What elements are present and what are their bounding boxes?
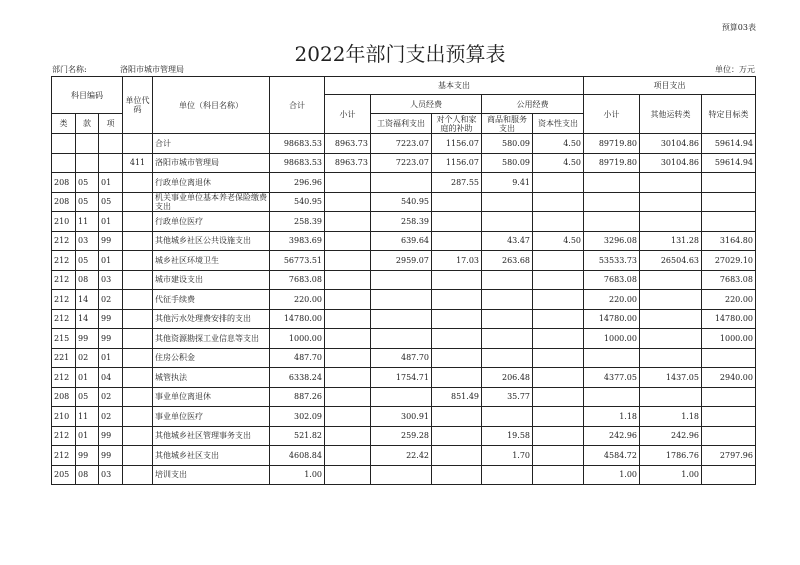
cell-total: 7683.08 [270, 270, 325, 290]
cell-bsub [325, 212, 371, 232]
cell-goods [482, 290, 533, 310]
cell-salary [371, 329, 432, 349]
cell-name: 机关事业单位基本养老保险缴费支出 [153, 192, 270, 212]
cell-kuan: 05 [76, 192, 99, 212]
header-xiang: 项 [99, 114, 123, 134]
header-total: 合计 [270, 77, 325, 134]
table-row [52, 290, 756, 310]
budget-table [51, 76, 756, 485]
cell-goods: 580.09 [482, 153, 533, 173]
cell-specific: 1000.00 [702, 329, 756, 349]
cell-subsidy [432, 309, 482, 329]
cell-specific: 59614.94 [702, 134, 756, 154]
cell-ucode [123, 251, 153, 271]
cell-kuan: 02 [76, 348, 99, 368]
cell-salary: 487.70 [371, 348, 432, 368]
cell-goods [482, 465, 533, 485]
cell-other: 1.00 [640, 465, 702, 485]
cell-capital: 4.50 [533, 231, 584, 251]
cell-subsidy [432, 368, 482, 388]
cell-psub [584, 173, 640, 193]
cell-kuan: 01 [76, 368, 99, 388]
cell-total: 487.70 [270, 348, 325, 368]
cell-subsidy [432, 407, 482, 427]
cell-lei: 210 [52, 212, 76, 232]
header-project: 项目支出 [584, 77, 756, 95]
cell-lei: 205 [52, 465, 76, 485]
cell-other [640, 309, 702, 329]
cell-subsidy [432, 290, 482, 310]
cell-capital [533, 426, 584, 446]
cell-subsidy [432, 446, 482, 466]
cell-ucode [123, 329, 153, 349]
cell-xiang: 99 [99, 309, 123, 329]
header-kuan: 款 [76, 114, 99, 134]
table-row [52, 153, 756, 173]
cell-capital [533, 329, 584, 349]
cell-bsub [325, 173, 371, 193]
table-row [52, 465, 756, 485]
cell-salary [371, 173, 432, 193]
cell-specific: 14780.00 [702, 309, 756, 329]
cell-xiang: 04 [99, 368, 123, 388]
cell-psub [584, 212, 640, 232]
cell-subsidy: 1156.07 [432, 153, 482, 173]
cell-total: 14780.00 [270, 309, 325, 329]
table-row [52, 134, 756, 154]
cell-other: 1.18 [640, 407, 702, 427]
cell-total: 540.95 [270, 192, 325, 212]
cell-xiang: 99 [99, 446, 123, 466]
cell-specific: 7683.08 [702, 270, 756, 290]
cell-specific [702, 465, 756, 485]
cell-total: 4608.84 [270, 446, 325, 466]
header-capital: 资本性支出 [533, 114, 584, 134]
cell-total: 98683.53 [270, 153, 325, 173]
cell-other: 242.96 [640, 426, 702, 446]
cell-specific: 2797.96 [702, 446, 756, 466]
header-other-transfer: 其他运转类 [640, 95, 702, 134]
cell-bsub [325, 231, 371, 251]
cell-name: 合计 [153, 134, 270, 154]
cell-subsidy: 287.55 [432, 173, 482, 193]
cell-psub: 53533.73 [584, 251, 640, 271]
cell-goods [482, 309, 533, 329]
cell-name: 城市建设支出 [153, 270, 270, 290]
cell-name: 培训支出 [153, 465, 270, 485]
table-row [52, 368, 756, 388]
cell-ucode [123, 290, 153, 310]
header-specific: 特定目标类 [702, 95, 756, 134]
cell-salary [371, 387, 432, 407]
cell-specific [702, 173, 756, 193]
cell-xiang: 99 [99, 426, 123, 446]
cell-goods: 43.47 [482, 231, 533, 251]
table-row [52, 407, 756, 427]
cell-psub [584, 192, 640, 212]
cell-capital: 4.50 [533, 153, 584, 173]
cell-bsub: 8963.73 [325, 153, 371, 173]
cell-subsidy [432, 212, 482, 232]
cell-xiang: 01 [99, 348, 123, 368]
cell-bsub [325, 368, 371, 388]
cell-lei: 208 [52, 192, 76, 212]
cell-salary: 1754.71 [371, 368, 432, 388]
cell-specific [702, 426, 756, 446]
cell-kuan: 01 [76, 426, 99, 446]
cell-ucode [123, 465, 153, 485]
cell-kuan [76, 153, 99, 173]
cell-subsidy [432, 192, 482, 212]
cell-kuan: 05 [76, 387, 99, 407]
cell-total: 98683.53 [270, 134, 325, 154]
cell-salary [371, 290, 432, 310]
cell-bsub [325, 387, 371, 407]
cell-capital [533, 192, 584, 212]
header-public: 公用经费 [482, 95, 584, 114]
cell-lei [52, 134, 76, 154]
cell-xiang: 03 [99, 465, 123, 485]
cell-bsub [325, 251, 371, 271]
header-unit-name: 单位（科目名称） [153, 77, 270, 134]
cell-goods [482, 270, 533, 290]
header-salary: 工资福利支出 [371, 114, 432, 134]
cell-goods: 35.77 [482, 387, 533, 407]
header-goods: 商品和服务支出 [482, 114, 533, 134]
header-project-subtotal: 小计 [584, 95, 640, 134]
cell-subsidy [432, 270, 482, 290]
cell-kuan: 11 [76, 212, 99, 232]
dept-label: 部门名称: [52, 65, 87, 74]
cell-kuan: 99 [76, 446, 99, 466]
cell-bsub [325, 465, 371, 485]
cell-name: 事业单位离退休 [153, 387, 270, 407]
cell-capital [533, 348, 584, 368]
cell-lei: 212 [52, 290, 76, 310]
cell-lei: 210 [52, 407, 76, 427]
cell-lei: 212 [52, 251, 76, 271]
cell-goods [482, 329, 533, 349]
cell-salary: 300.91 [371, 407, 432, 427]
cell-lei: 208 [52, 387, 76, 407]
cell-psub: 89719.80 [584, 153, 640, 173]
cell-kuan: 14 [76, 309, 99, 329]
cell-subsidy [432, 231, 482, 251]
cell-psub: 89719.80 [584, 134, 640, 154]
cell-psub [584, 348, 640, 368]
header-personnel: 人员经费 [371, 95, 482, 114]
table-row [52, 426, 756, 446]
cell-goods: 206.48 [482, 368, 533, 388]
cell-bsub [325, 309, 371, 329]
cell-specific [702, 407, 756, 427]
cell-ucode [123, 426, 153, 446]
cell-lei [52, 153, 76, 173]
cell-other [640, 192, 702, 212]
cell-capital [533, 270, 584, 290]
cell-subsidy [432, 426, 482, 446]
cell-subsidy: 1156.07 [432, 134, 482, 154]
cell-other [640, 290, 702, 310]
cell-goods [482, 192, 533, 212]
cell-goods [482, 407, 533, 427]
cell-xiang: 02 [99, 387, 123, 407]
cell-specific [702, 212, 756, 232]
cell-subsidy [432, 329, 482, 349]
cell-bsub: 8963.73 [325, 134, 371, 154]
cell-ucode [123, 173, 153, 193]
cell-goods: 1.70 [482, 446, 533, 466]
cell-capital [533, 407, 584, 427]
cell-other [640, 387, 702, 407]
cell-total: 56773.51 [270, 251, 325, 271]
cell-psub [584, 387, 640, 407]
cell-kuan: 05 [76, 251, 99, 271]
cell-specific: 27029.10 [702, 251, 756, 271]
cell-psub: 1.18 [584, 407, 640, 427]
cell-lei: 208 [52, 173, 76, 193]
cell-goods [482, 348, 533, 368]
cell-xiang: 03 [99, 270, 123, 290]
cell-name: 其他城乡社区公共设施支出 [153, 231, 270, 251]
cell-ucode [123, 309, 153, 329]
cell-total: 220.00 [270, 290, 325, 310]
cell-specific [702, 192, 756, 212]
cell-xiang: 99 [99, 329, 123, 349]
cell-total: 521.82 [270, 426, 325, 446]
cell-other [640, 348, 702, 368]
cell-salary: 7223.07 [371, 153, 432, 173]
cell-goods: 19.58 [482, 426, 533, 446]
cell-ucode: 411 [123, 153, 153, 173]
cell-salary: 258.39 [371, 212, 432, 232]
cell-xiang: 02 [99, 290, 123, 310]
cell-bsub [325, 270, 371, 290]
table-row [52, 173, 756, 193]
cell-psub: 242.96 [584, 426, 640, 446]
cell-psub: 1000.00 [584, 329, 640, 349]
cell-psub: 3296.08 [584, 231, 640, 251]
cell-ucode [123, 387, 153, 407]
cell-goods: 580.09 [482, 134, 533, 154]
cell-goods: 263.68 [482, 251, 533, 271]
table-row [52, 329, 756, 349]
cell-kuan: 05 [76, 173, 99, 193]
cell-subsidy [432, 465, 482, 485]
cell-xiang: 01 [99, 251, 123, 271]
cell-lei: 215 [52, 329, 76, 349]
cell-other: 1786.76 [640, 446, 702, 466]
cell-capital [533, 212, 584, 232]
cell-bsub [325, 329, 371, 349]
cell-lei: 212 [52, 231, 76, 251]
table-row [52, 231, 756, 251]
cell-capital [533, 368, 584, 388]
cell-total: 3983.69 [270, 231, 325, 251]
cell-bsub [325, 407, 371, 427]
cell-psub: 14780.00 [584, 309, 640, 329]
cell-specific: 59614.94 [702, 153, 756, 173]
table-row [52, 446, 756, 466]
cell-specific [702, 348, 756, 368]
cell-total: 302.09 [270, 407, 325, 427]
cell-xiang: 02 [99, 407, 123, 427]
cell-total: 1.00 [270, 465, 325, 485]
cell-ucode [123, 134, 153, 154]
cell-bsub [325, 348, 371, 368]
cell-kuan: 08 [76, 465, 99, 485]
cell-total: 258.39 [270, 212, 325, 232]
cell-salary [371, 309, 432, 329]
header-basic: 基本支出 [325, 77, 584, 95]
cell-ucode [123, 192, 153, 212]
cell-ucode [123, 231, 153, 251]
cell-kuan [76, 134, 99, 154]
cell-kuan: 99 [76, 329, 99, 349]
cell-lei: 212 [52, 270, 76, 290]
dept-name: 洛阳市城市管理局 [120, 65, 184, 74]
cell-salary [371, 270, 432, 290]
unit-label: 单位：万元 [715, 65, 755, 74]
cell-total: 1000.00 [270, 329, 325, 349]
cell-kuan: 11 [76, 407, 99, 427]
cell-name: 城管执法 [153, 368, 270, 388]
cell-capital [533, 290, 584, 310]
header-lei: 类 [52, 114, 76, 134]
cell-total: 6338.24 [270, 368, 325, 388]
cell-psub: 7683.08 [584, 270, 640, 290]
cell-bsub [325, 290, 371, 310]
cell-name: 洛阳市城市管理局 [153, 153, 270, 173]
cell-name: 事业单位医疗 [153, 407, 270, 427]
cell-capital: 4.50 [533, 134, 584, 154]
cell-specific [702, 387, 756, 407]
cell-xiang: 01 [99, 212, 123, 232]
table-row [52, 270, 756, 290]
cell-lei: 221 [52, 348, 76, 368]
cell-subsidy: 851.49 [432, 387, 482, 407]
table-row [52, 309, 756, 329]
cell-other: 131.28 [640, 231, 702, 251]
cell-name: 其他城乡社区管理事务支出 [153, 426, 270, 446]
form-number: 预算03表 [721, 23, 756, 32]
cell-lei: 212 [52, 309, 76, 329]
cell-ucode [123, 368, 153, 388]
cell-psub: 4377.05 [584, 368, 640, 388]
cell-xiang: 05 [99, 192, 123, 212]
cell-salary: 639.64 [371, 231, 432, 251]
cell-capital [533, 387, 584, 407]
page-title: 2022年部门支出预算表 [294, 42, 506, 66]
cell-name: 其他城乡社区支出 [153, 446, 270, 466]
cell-other [640, 270, 702, 290]
cell-name: 住房公积金 [153, 348, 270, 368]
cell-lei: 212 [52, 446, 76, 466]
table-row [52, 192, 756, 212]
cell-capital [533, 446, 584, 466]
cell-other [640, 173, 702, 193]
cell-total: 296.96 [270, 173, 325, 193]
cell-goods: 9.41 [482, 173, 533, 193]
header-subject-code: 科目编码 [52, 77, 123, 114]
cell-capital [533, 173, 584, 193]
cell-salary: 2959.07 [371, 251, 432, 271]
cell-specific: 220.00 [702, 290, 756, 310]
header-unit-code: 单位代码 [123, 77, 153, 134]
cell-kuan: 14 [76, 290, 99, 310]
cell-psub: 220.00 [584, 290, 640, 310]
cell-lei: 212 [52, 368, 76, 388]
cell-name: 其他污水处理费安排的支出 [153, 309, 270, 329]
header-subsidy: 对个人和家庭的补助 [432, 114, 482, 134]
cell-name: 代征手续费 [153, 290, 270, 310]
header-basic-subtotal: 小计 [325, 95, 371, 134]
table-row [52, 387, 756, 407]
cell-lei: 212 [52, 426, 76, 446]
cell-name: 行政单位离退休 [153, 173, 270, 193]
cell-total: 887.26 [270, 387, 325, 407]
cell-bsub [325, 446, 371, 466]
cell-name: 城乡社区环境卫生 [153, 251, 270, 271]
cell-xiang [99, 153, 123, 173]
cell-other: 30104.86 [640, 153, 702, 173]
cell-salary: 7223.07 [371, 134, 432, 154]
cell-name: 行政单位医疗 [153, 212, 270, 232]
cell-other [640, 329, 702, 349]
cell-other: 1437.05 [640, 368, 702, 388]
cell-salary [371, 465, 432, 485]
cell-bsub [325, 192, 371, 212]
table-row [52, 212, 756, 232]
cell-specific: 2940.00 [702, 368, 756, 388]
cell-ucode [123, 446, 153, 466]
table-row [52, 348, 756, 368]
cell-salary: 540.95 [371, 192, 432, 212]
cell-subsidy [432, 348, 482, 368]
cell-other [640, 212, 702, 232]
cell-capital [533, 251, 584, 271]
cell-ucode [123, 212, 153, 232]
cell-salary: 22.42 [371, 446, 432, 466]
cell-ucode [123, 270, 153, 290]
cell-capital [533, 465, 584, 485]
cell-name: 其他资源勘探工业信息等支出 [153, 329, 270, 349]
cell-kuan: 08 [76, 270, 99, 290]
cell-kuan: 03 [76, 231, 99, 251]
cell-other: 30104.86 [640, 134, 702, 154]
cell-ucode [123, 348, 153, 368]
cell-specific: 3164.80 [702, 231, 756, 251]
cell-xiang: 99 [99, 231, 123, 251]
cell-xiang: 01 [99, 173, 123, 193]
cell-ucode [123, 407, 153, 427]
cell-salary: 259.28 [371, 426, 432, 446]
cell-psub: 1.00 [584, 465, 640, 485]
table-row [52, 251, 756, 271]
cell-subsidy: 17.03 [432, 251, 482, 271]
cell-bsub [325, 426, 371, 446]
cell-goods [482, 212, 533, 232]
cell-xiang [99, 134, 123, 154]
cell-psub: 4584.72 [584, 446, 640, 466]
cell-capital [533, 309, 584, 329]
cell-other: 26504.63 [640, 251, 702, 271]
